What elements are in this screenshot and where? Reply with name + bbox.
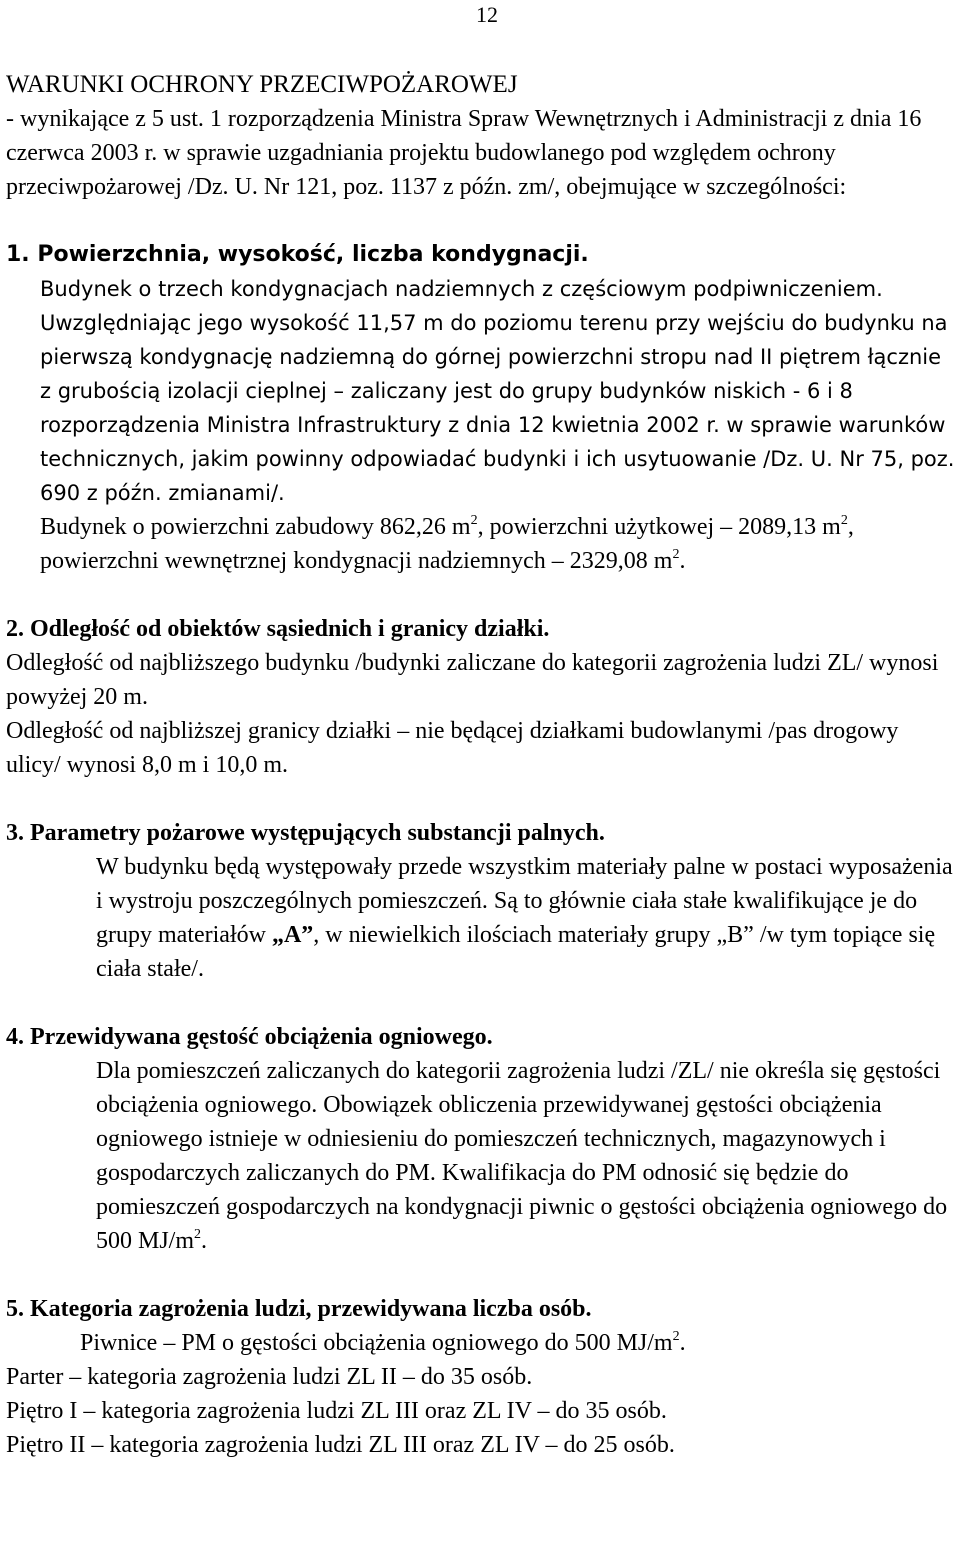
- section-5-line-2: Parter – kategoria zagrożenia ludzi ZL II – do 35 osób.: [6, 1364, 533, 1390]
- section-1-paragraph-2: Budynek o powierzchni zabudowy 862,26 $m^2$, powierzchni użytkowej – 2089,13 $m^2$, powierzchni wewnętrznej kondygnacji nadziemnych – 2329,08 $m^2$.: [40, 513, 854, 574]
- section-2-heading: 2. Odległość od obiektów sąsiednich i granicy działki.: [6, 616, 550, 642]
- section-2-paragraph-2: Odległość od najbliższej granicy działki – nie będącej działkami budowlanymi /pas drogowy ulicy/ wynosi 8,0 m i 10,0 m.: [6, 718, 899, 778]
- section-5-heading: 5. Kategoria zagrożenia ludzi, przewidywana liczba osób.: [6, 1296, 592, 1322]
- section-5-line-4: Piętro II – kategoria zagrożenia ludzi ZL III oraz ZL IV – do 25 osób.: [6, 1432, 675, 1458]
- section-5-line-3: Piętro I – kategoria zagrożenia ludzi ZL III oraz ZL IV – do 35 osób.: [6, 1398, 667, 1424]
- document-body: [6, 68, 956, 1462]
- page-number: 12: [476, 2, 498, 27]
- intro-paragraph: - wynikające z 5 ust. 1 rozporządzenia Ministra Spraw Wewnętrznych i Administracji z dnia 16 czerwca 2003 r. w sprawie uzgadniania projektu budowlanego pod względem ochrony przeciwpożarowej /Dz. U. Nr 121, poz. 1137 z późn. zm/, obejmujące w szczególności:: [6, 106, 922, 200]
- section-4-paragraph: Dla pomieszczeń zaliczanych do kategorii zagrożenia ludzi /ZL/ nie określa się gęstości obciążenia ogniowego. Obowiązek obliczenia przewidywanej gęstości obciążenia ogniowego istnieje w odniesieniu do pomieszczeń technicznych, magazynowych i gospodarczych zaliczanych do PM. Kwalifikacja do PM odnosić się będzie do pomieszczeń gospodarczych na kondygnacji piwnic o gęstości obciążenia ogniowego do 500 $MJ/m^2$.: [96, 1058, 948, 1254]
- section-1-heading: 1. Powierzchnia, wysokość, liczba kondygnacji.: [6, 242, 589, 267]
- section-5-line-1: Piwnice – PM o gęstości obciążenia ogniowego do 500 $MJ/m^2$.: [80, 1329, 686, 1356]
- section-3-paragraph: W budynku będą występowały przede wszystkim materiały palne w postaci wyposażenia i wystroju poszczególnych pomieszczeń. Są to głównie ciała stałe kwalifikujące je do grupy materiałów „A”, w niewielkich ilościach materiały grupy „B” /w tym topiące się ciała stałe/.: [96, 854, 953, 982]
- section-2-paragraph-1: Odległość od najbliższego budynku /budynki zaliczane do kategorii zagrożenia ludzi ZL/ wynosi powyżej 20 m.: [6, 650, 939, 710]
- section-1-paragraph-1: Budynek o trzech kondygnacjach nadziemnych z częściowym podpiwniczeniem. Uwzględniając jego wysokość 11,57 m do poziomu terenu przy wejściu do budynku na pierwszą kondygnację nadziemną do górnej powierzchni stropu nad II piętrem łącznie z grubością izolacji cieplnej – zaliczany jest do grupy budynków niskich - 6 i 8 rozporządzenia Ministra Infrastruktury z dnia 12 kwietnia 2002 r. w sprawie warunków technicznych, jakim powinny odpowiadać budynki i ich usytuowanie /Dz. U. Nr 75, poz. 690 z późn. zmianami/.: [40, 277, 955, 505]
- section-4-heading: 4. Przewidywana gęstość obciążenia ogniowego.: [6, 1024, 493, 1050]
- document-title: WARUNKI OCHRONY PRZECIWPOŻAROWEJ: [6, 71, 518, 98]
- section-3-heading: 3. Parametry pożarowe występujących substancji palnych.: [6, 820, 605, 846]
